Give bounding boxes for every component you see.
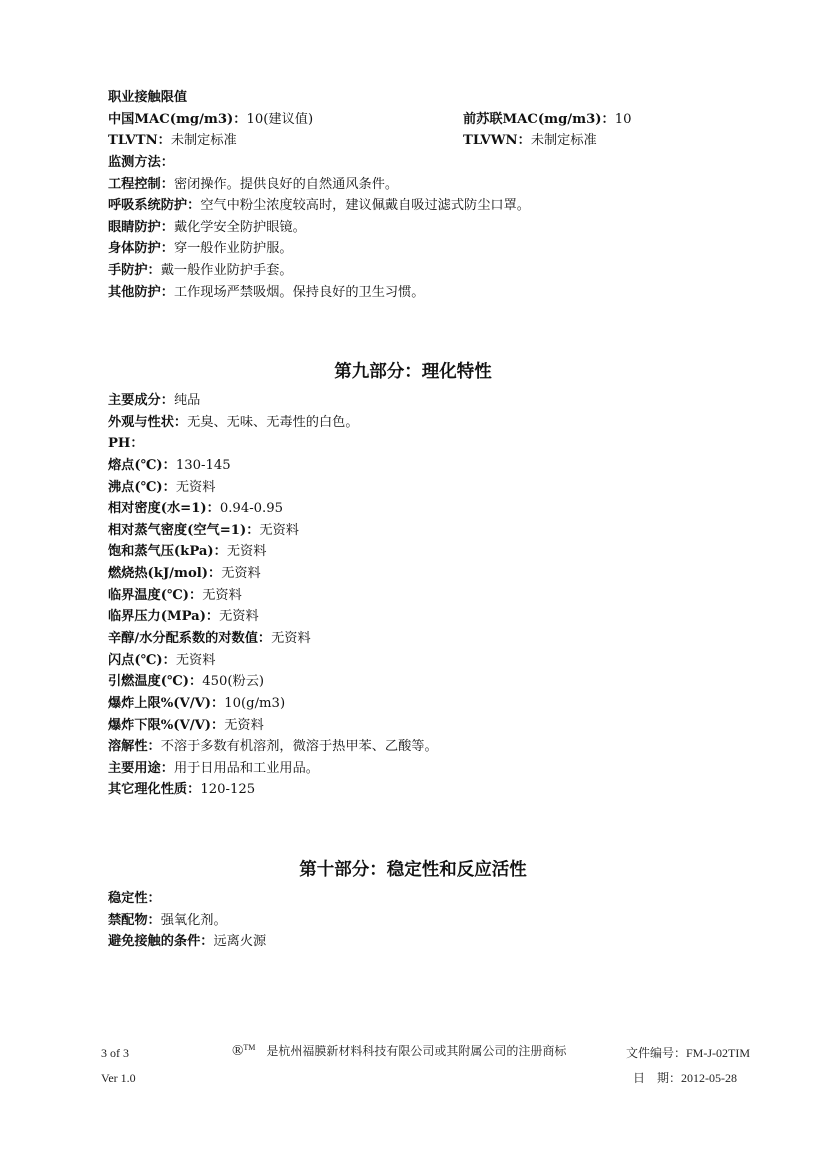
- property-item: 辛醇/水分配系数的对数值：无资料: [108, 631, 311, 646]
- property-item: 外观与性状：无臭、无味、无毒性的白色。: [108, 415, 359, 430]
- property-item: 饱和蒸气压(kPa)：无资料: [108, 544, 267, 559]
- document-number: 文件编号：FM-J-02TIM: [626, 1046, 751, 1060]
- property-item: PH：: [108, 436, 144, 451]
- property-item: 主要用途：用于日用品和工业用品。: [108, 761, 319, 776]
- exposure-heading: 职业接触限值: [108, 90, 188, 105]
- document-date: 日 期：2012-05-28: [633, 1071, 737, 1085]
- china-mac-row: 中国MAC(mg/m3)：10(建议值): [108, 112, 314, 127]
- trademark-mark: TM: [243, 1043, 256, 1052]
- section10-title: 第十部分：稳定性和反应活性: [299, 860, 527, 880]
- registered-mark: ®: [232, 1043, 244, 1059]
- exposure-item: 手防护：戴一般作业防护手套。: [108, 263, 293, 278]
- trademark-text: 是杭州福膜新材料科技有限公司或其附属公司的注册商标: [266, 1044, 567, 1058]
- property-item: 临界压力(MPa)：无资料: [108, 609, 259, 624]
- exposure-item: 眼睛防护：戴化学安全防护眼镜。: [108, 220, 306, 235]
- version: Ver 1.0: [101, 1071, 136, 1085]
- section9-title: 第九部分：理化特性: [334, 362, 492, 382]
- property-item: 溶解性：不溶于多数有机溶剂，微溶于热甲苯、乙酸等。: [108, 739, 438, 754]
- exposure-item: 呼吸系统防护：空气中粉尘浓度较高时，建议佩戴自吸过滤式防尘口罩。: [108, 198, 530, 213]
- exposure-item: 其他防护：工作现场严禁吸烟。保持良好的卫生习惯。: [108, 285, 425, 300]
- property-item: 相对蒸气密度(空气=1)：无资料: [108, 523, 299, 538]
- property-item: 燃烧热(kJ/mol)：无资料: [108, 566, 261, 581]
- property-item: 相对密度(水=1)：0.94-0.95: [108, 501, 284, 516]
- exposure-item: 工程控制：密闭操作。提供良好的自然通风条件。: [108, 177, 399, 192]
- trademark-line: [232, 1041, 566, 1058]
- exposure-item: 身体防护：穿一般作业防护服。: [108, 241, 293, 256]
- property-item: 主要成分：纯品: [108, 393, 201, 408]
- property-item: 其它理化性质：120-125: [108, 782, 256, 797]
- tlvwn-row: TLVWN：未制定标准: [463, 133, 597, 148]
- monitoring-row: 监测方法：: [108, 155, 174, 170]
- property-item: 爆炸上限%(V/V)：10(g/m3): [108, 696, 286, 711]
- property-item: 临界温度(℃)：无资料: [108, 588, 242, 603]
- property-item: 闪点(℃)：无资料: [108, 653, 216, 668]
- stability-item: 避免接触的条件：远离火源: [108, 934, 267, 949]
- property-item: 爆炸下限%(V/V)：无资料: [108, 718, 264, 733]
- page-number: 3 of 3: [101, 1046, 129, 1060]
- property-item: 引燃温度(℃)：450(粉云): [108, 674, 265, 689]
- property-item: 沸点(℃)：无资料: [108, 480, 216, 495]
- tlvtn-row: TLVTN：未制定标准: [108, 133, 237, 148]
- stability-item: 禁配物：强氧化剂。: [108, 913, 227, 928]
- stability-item: 稳定性：: [108, 891, 161, 906]
- property-item: 熔点(℃)：130-145: [108, 458, 231, 473]
- ussr-mac-row: 前苏联MAC(mg/m3)：10: [463, 112, 632, 127]
